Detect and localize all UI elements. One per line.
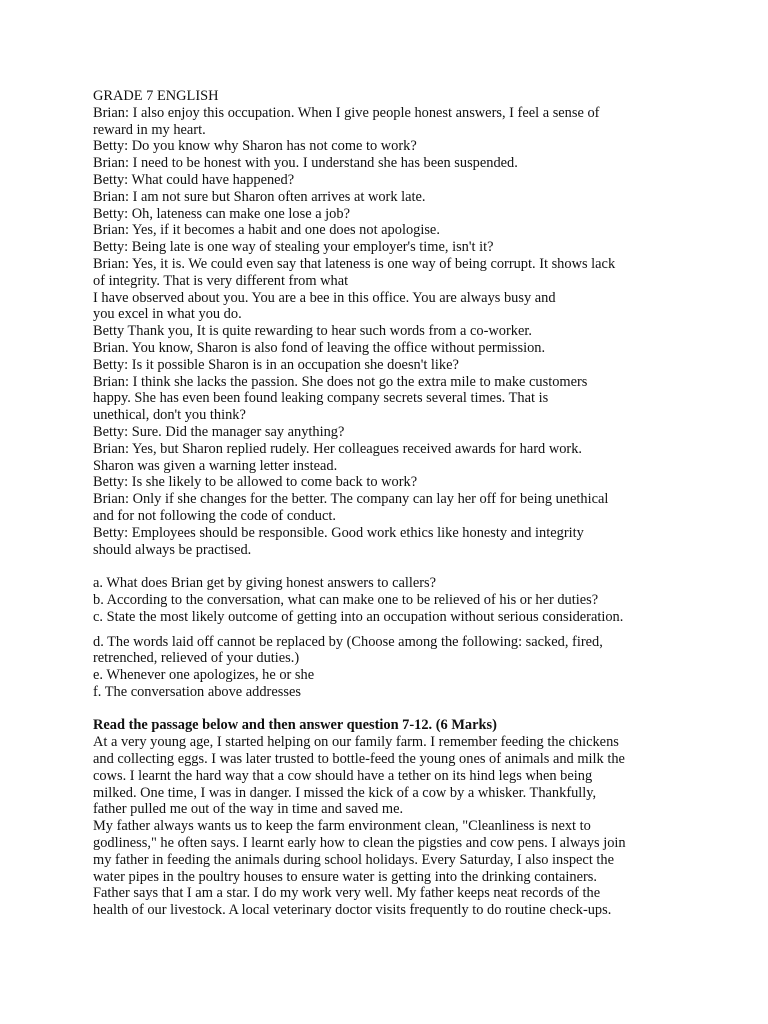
spacer	[93, 558, 673, 575]
dialogue-line: Betty: Sure. Did the manager say anything?	[93, 423, 345, 440]
dialogue-line: Betty Thank you, It is quite rewarding to hear such words from a co-worker.	[93, 323, 532, 340]
dialogue-line: Betty: Employees should be responsible. Good work ethics like honesty and integrity	[93, 524, 584, 541]
dialogue-line: Betty: Being late is one way of stealing your employer's time, isn't it?	[93, 239, 494, 256]
document-header: GRADE 7 ENGLISH	[93, 88, 219, 104]
passage-line: godliness," he often says. I learnt early how to clean the pigsties and cow pens. I always join	[93, 835, 626, 852]
dialogue-line: of integrity. That is very different from what	[93, 272, 349, 289]
question-b: b. According to the conversation, what can make one to be relieved of his or her duties?	[93, 591, 599, 608]
question-e: e. Whenever one apologizes, he or she	[93, 667, 315, 684]
passage-line: Father says that I am a star. I do my work very well. My father keeps neat records of the	[93, 885, 601, 902]
passage-line: milked. One time, I was in danger. I missed the kick of a cow by a whisker. Thankfully,	[93, 784, 597, 801]
question-d-continued: retrenched, relieved of your duties.)	[93, 650, 300, 667]
passage-line: and collecting eggs. I was later trusted to bottle-feed the young ones of animals and milk the	[93, 751, 625, 768]
passage-line: water pipes in the poultry houses to ensure water is getting into the drinking containers.	[93, 868, 597, 885]
questions-d-f	[93, 634, 673, 701]
dialogue-line: Brian: I think she lacks the passion. She does not go the extra mile to make customers	[93, 373, 588, 390]
dialogue-line: you excel in what you do.	[93, 306, 242, 323]
dialogue-line: reward in my heart.	[93, 121, 206, 138]
dialogue-line: Brian: I also enjoy this occupation. When I give people honest answers, I feel a sense of	[93, 104, 600, 121]
passage-line: At a very young age, I started helping on our family farm. I remember feeding the chickens	[93, 734, 619, 751]
dialogue-line: should always be practised.	[93, 541, 252, 558]
questions-a-c	[93, 575, 673, 625]
dialogue-line: and for not following the code of conduct.	[93, 507, 336, 524]
dialogue-line: Brian. You know, Sharon is also fond of leaving the office without permission.	[93, 339, 546, 356]
dialogue-line: I have observed about you. You are a bee in this office. You are always busy and	[93, 289, 556, 306]
passage-heading: Read the passage below and then answer question 7-12. (6 Marks)	[93, 717, 497, 734]
spacer	[93, 626, 673, 634]
passage	[93, 734, 673, 919]
passage-line: My father always wants us to keep the farm environment clean, "Cleanliness is next to	[93, 818, 591, 835]
question-c: c. State the most likely outcome of getting into an occupation without serious consideration.	[93, 608, 624, 625]
question-d: d. The words laid off cannot be replaced by (Choose among the following: sacked, fired,	[93, 633, 603, 650]
passage-line: cows. I learnt the hard way that a cow should have a tether on its hind legs when being	[93, 767, 593, 784]
spacer	[93, 701, 673, 718]
dialogue-line: Brian: Yes, but Sharon replied rudely. Her colleagues received awards for hard work.	[93, 440, 582, 457]
dialogue-line: Betty: Oh, lateness can make one lose a job?	[93, 205, 350, 222]
passage-line: my father in feeding the animals during school holidays. Every Saturday, I also inspect the	[93, 851, 614, 868]
passage-line: father pulled me out of the way in time and saved me.	[93, 801, 404, 818]
dialogue	[93, 105, 673, 559]
passage-line: health of our livestock. A local veterinary doctor visits frequently to do routine check-ups.	[93, 902, 612, 919]
dialogue-line: Betty: Is it possible Sharon is in an occupation she doesn't like?	[93, 356, 459, 373]
document-page	[93, 88, 673, 919]
dialogue-line: Brian: Yes, it is. We could even say that lateness is one way of being corrupt. It shows lack	[93, 255, 616, 272]
dialogue-line: Brian: I need to be honest with you. I understand she has been suspended.	[93, 155, 518, 172]
dialogue-line: Betty: Do you know why Sharon has not come to work?	[93, 138, 417, 155]
dialogue-line: Brian: Only if she changes for the better. The company can lay her off for being unethical	[93, 491, 609, 508]
dialogue-line: Brian: Yes, if it becomes a habit and one does not apologise.	[93, 222, 440, 239]
dialogue-line: Betty: What could have happened?	[93, 171, 295, 188]
dialogue-line: Brian: I am not sure but Sharon often arrives at work late.	[93, 188, 426, 205]
dialogue-line: happy. She has even been found leaking company secrets several times. That is	[93, 390, 549, 407]
dialogue-line: unethical, don't you think?	[93, 407, 246, 424]
question-f: f. The conversation above addresses	[93, 683, 301, 700]
question-a: a. What does Brian get by giving honest answers to callers?	[93, 575, 437, 592]
dialogue-line: Sharon was given a warning letter instead.	[93, 457, 338, 474]
dialogue-line: Betty: Is she likely to be allowed to come back to work?	[93, 474, 418, 491]
